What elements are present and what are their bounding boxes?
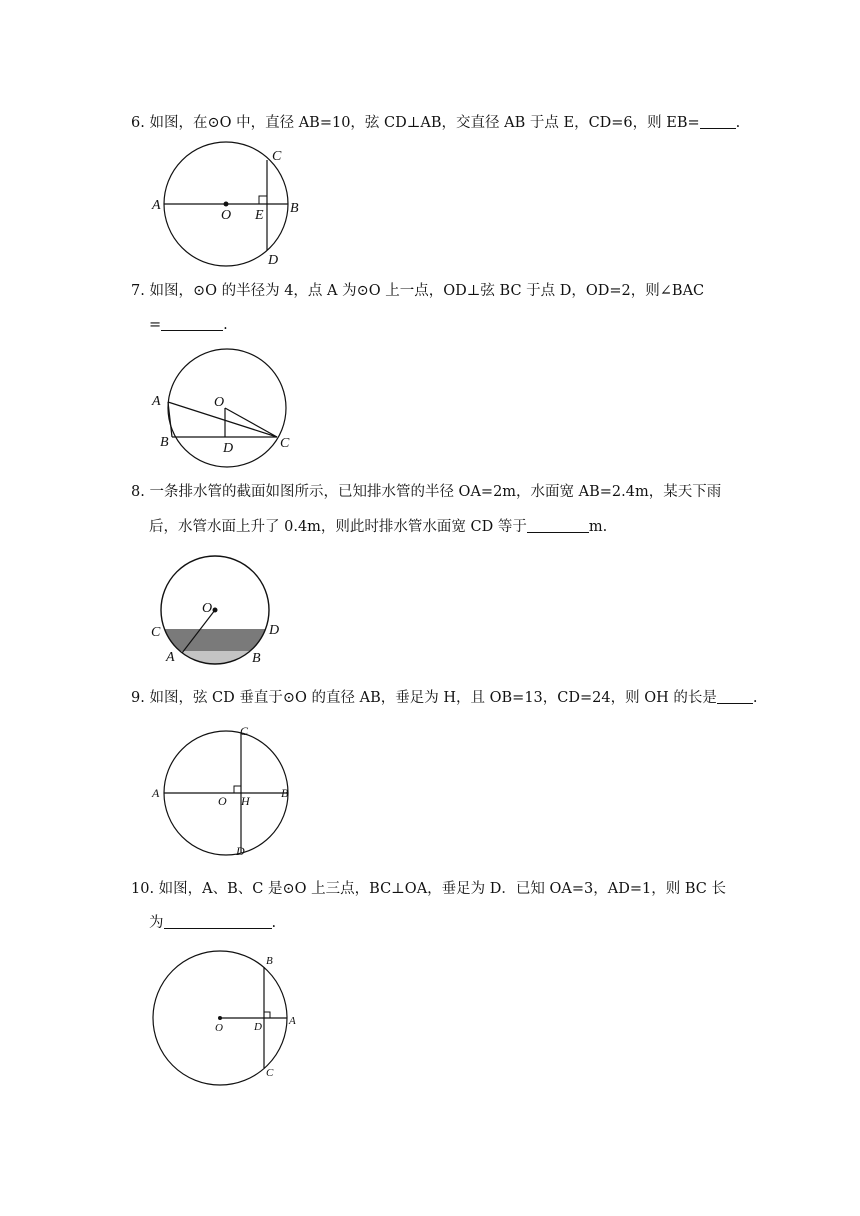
center-point [224, 202, 229, 207]
question-stem: 如图，在⊙O 中，直径 AB=10，弦 CD⊥AB，交直径 AB 于点 E，CD=6，则 EB= [149, 115, 700, 131]
question-number: 10. [131, 881, 155, 897]
label-c: C [266, 1067, 274, 1079]
label-o: O [221, 208, 232, 223]
stem-start: 为 [149, 915, 164, 931]
question-number: 9. [131, 690, 145, 706]
question-10-text [131, 879, 726, 899]
label-c: C [240, 724, 249, 738]
question-8-text [131, 482, 721, 502]
question-end: . [735, 115, 741, 131]
question-number: 8. [131, 484, 145, 500]
answer-blank[interactable] [164, 914, 272, 929]
label-c: C [151, 625, 161, 640]
answer-blank[interactable] [161, 316, 223, 331]
label-a: A [152, 198, 161, 213]
right-angle-mark [259, 196, 267, 204]
label-b: B [266, 955, 273, 967]
right-angle-mark [264, 1012, 270, 1018]
label-o: O [202, 601, 213, 616]
answer-blank[interactable] [717, 689, 753, 704]
question-9-text [131, 688, 757, 708]
question-stem: 一条排水管的截面如图所示，已知排水管的半径 OA=2m，水面宽 AB=2.4m，某天下雨 [149, 484, 722, 500]
question-7-line2 [149, 315, 228, 335]
question-end: . [752, 690, 758, 706]
question-7-text [131, 281, 704, 301]
question-stem: 如图，弦 CD 垂直于⊙O 的直径 AB，垂足为 H，且 OB=13，CD=24，则 OH 的长是 [149, 690, 717, 706]
label-b: B [290, 201, 299, 216]
question-number: 7. [131, 283, 145, 299]
question-6-text [131, 113, 740, 133]
question-end: m. [588, 519, 608, 535]
figure-q8 [148, 550, 298, 670]
question-stem-continued: 后，水管水面上升了 0.4m，则此时排水管水面宽 CD 等于 [149, 519, 527, 535]
label-a: A [152, 394, 161, 409]
question-8-line2 [149, 517, 607, 537]
label-a: A [152, 786, 160, 800]
label-e: E [255, 208, 264, 223]
label-d: D [236, 844, 245, 858]
center-point [218, 1016, 222, 1020]
label-a: A [166, 650, 175, 665]
label-c: C [272, 149, 282, 164]
right-angle-mark [234, 786, 241, 793]
question-end: . [223, 317, 228, 333]
label-d: D [254, 1021, 262, 1033]
question-number: 6. [131, 115, 145, 131]
label-a: A [289, 1015, 296, 1027]
label-c: C [280, 436, 290, 451]
label-d: D [268, 253, 279, 268]
label-b: B [160, 435, 169, 450]
figure-q10 [148, 950, 308, 1090]
figure-q6 [150, 140, 310, 270]
question-stem: 如图，A、B、C 是⊙O 上三点，BC⊥OA，垂足为 D．已知 OA=3，AD=1，则 BC 长 [158, 881, 726, 897]
figure-q9 [148, 720, 308, 860]
label-b: B [281, 786, 289, 800]
label-o: O [215, 1022, 223, 1034]
figure-q7 [150, 348, 310, 478]
answer-blank[interactable] [700, 114, 736, 129]
label-o: O [214, 395, 225, 410]
label-d: D [223, 441, 234, 456]
answer-blank[interactable] [527, 518, 589, 533]
question-10-line2 [149, 913, 276, 933]
question-stem: 如图，⊙O 的半径为 4，点 A 为⊙O 上一点，OD⊥弦 BC 于点 D，OD=2，则∠BAC [149, 283, 705, 299]
question-end: . [271, 915, 277, 931]
center-point [213, 608, 218, 613]
label-h: H [241, 794, 250, 808]
equals-sign: = [149, 317, 162, 333]
label-o: O [218, 794, 227, 808]
label-b: B [252, 651, 261, 666]
label-d: D [269, 623, 280, 638]
